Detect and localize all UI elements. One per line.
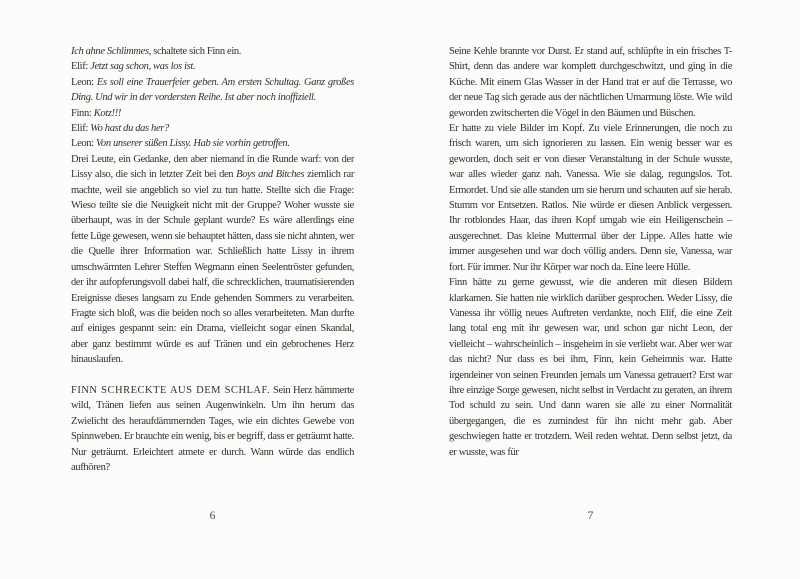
- dialogue-speaker: Elif:: [71, 61, 91, 73]
- paragraph-text: Drei Leute, ein Gedanke, den aber niemand in die Runde warf: von der Lissy also, die sich in letzter Zeit bei den: [71, 153, 354, 181]
- dialogue-italic: Jetzt sag schon, was los ist.: [90, 61, 196, 73]
- dialogue-line: [71, 106, 354, 121]
- body-paragraph: Finn hätte zu gerne gewusst, wie die anderen mit diesen Bildern klarkamen. Sie hatten nie wirklich darüber gesprochen. Weder Lissy, die Vanessa ihr völlig neues Auftreten verdankte, noch Elif, die eine Zeit lang total eng mit ihr gewesen war, und schon gar nicht Leon, der vielleicht – wahrscheinlich – insgeheim in sie verliebt war. Aber wer war das nicht? Nur dass es bei ihm, Finn, kein Geheimnis war. Hatte irgendeiner von seinen Freunden jemals um Vanessa getrauert? Erst war ihre einzige Sorge gewesen, nicht selbst in Verdacht zu geraten, an ihrem Tod schuld zu sein. Und dann waren sie alle zu einer Normalität übergegangen, die es zumindest für ihn nicht mehr gab. Aber geschwiegen hatte er trotzdem. Weil reden wehtat. Denn selbst jetzt, da er wusste, was für: [449, 277, 732, 458]
- dialogue-line: [71, 136, 354, 151]
- paragraph-italic-phrase: Boys and Bitches: [236, 169, 305, 181]
- dialogue-line: [71, 44, 354, 59]
- page-number-right: 7: [587, 510, 594, 522]
- dialogue-line: [71, 121, 354, 136]
- dialogue-speaker: Finn:: [71, 107, 94, 119]
- dialogue-speaker: Elif:: [71, 123, 91, 135]
- section-caps-lead: FINN SCHRECKTE AUS DEM SCHLAF.: [71, 384, 271, 396]
- dialogue-italic: Kotz!!!: [93, 107, 121, 119]
- dialogue-speaker: Leon:: [71, 138, 97, 150]
- left-page-text: [71, 44, 354, 475]
- dialogue-italic: Es soll eine Trauerfeier geben. Am ersten Schultag. Ganz großes Ding. Und wir in der vordersten Reihe. Ist aber noch inoffiziell.: [71, 76, 354, 104]
- dialogue-italic: Ich ahne Schlimmes,: [71, 46, 151, 57]
- paragraph-text: Sein Herz hämmerte wild, Tränen liefen aus seinen Augenwinkeln. Um ihn herum das Zwielicht des heraufdämmernden Tages, wie ein dichtes Gewebe von Spinnweben. Er brauchte ein wenig, bis er begriff, dass er geträumt hatte. Nur geträumt. Erleichtert atmete er durch. Wann würde das endlich aufhören?: [71, 384, 354, 473]
- page-number-left: 6: [209, 510, 216, 522]
- body-paragraph: [71, 152, 354, 368]
- page-right: [449, 44, 732, 575]
- section-opening-paragraph: [71, 383, 354, 475]
- dialogue-italic: Von unserer süßen Lissy. Hab sie vorhin getroffen.: [96, 138, 290, 150]
- dialogue-italic: Wo hast du das her?: [90, 123, 169, 135]
- body-paragraph: Er hatte zu viele Bilder im Kopf. Zu viele Erinnerungen, die noch zu frisch waren, um sich ignorieren zu lassen. Ein wenig besser war es geworden, doch seit er von dieser Veranstaltung in der Schule wusste, war alles wieder ganz nah. Vanessa. Wie sie dalag, regungslos. Tot. Ermordet. Und sie alle standen um sie herum und schauten auf sie herab. Stumm vor Entsetzen. Ratlos. Nie würde er diesen Anblick vergessen. Ihr rotblondes Haar, das ihren Kopf umgab wie ein Heiligenschein – ausgerechnet. Das kleine Muttermal über der Lippe. Alles hatte wie immer ausgesehen und war doch völlig anders. Denn sie, Vanessa, war fort. Für immer. Nur ihr Körper war noch da. Eine leere Hülle.: [449, 123, 732, 273]
- dialogue-roman: schaltete sich Finn ein.: [150, 46, 242, 57]
- dialogue-speaker: Leon:: [71, 76, 97, 88]
- dialogue-line: [71, 75, 354, 106]
- page-left: [71, 44, 354, 575]
- body-paragraph: Seine Kehle brannte vor Durst. Er stand auf, schlüpfte in ein frisches T-Shirt, denn das andere war komplett durchgeschwitzt, und ging in die Küche. Mit einem Glas Wasser in der Hand trat er auf die Terrasse, wo der neue Tag sich gerade aus der nächtlichen Umarmung löste. Wie wild geworden zwitscherten die Vögel in den Bäumen und Büschen.: [449, 46, 732, 119]
- right-page-text: [449, 44, 732, 460]
- paragraph-text: ziemlich rar machte, weil sie angeblich so viel zu tun hatte. Stellte sich die Frage: Wieso teilte sie die Neuigkeit nicht mit der Gruppe? Woher wusste sie überhaupt, was in der Schule geplant wurde? Es wäre allerdings eine fette Lüge gewesen, wenn sie behauptet hätten, dass sie nicht ahnten, wer die Quelle ihrer Information war. Schließlich hatte Lissy in ihrem umschwärmten Lehrer Steffen Wegmann einen Seelentröster gefunden, der ihr aufopferungsvoll dabei half, die schrecklichen, traumatisierenden Ereignisse dieses langsam zu Ende gehenden Sommers zu verarbeiten. Fragte sich bloß, was die beiden noch so alles verarbeiteten. Man durfte auf einiges gespannt sein: ein Drama, vielleicht sogar einen Skandal, aber ganz bestimmt würde es auf Tränen und ein gebrochenes Herz hinauslaufen.: [71, 169, 355, 366]
- dialogue-line: [71, 59, 354, 74]
